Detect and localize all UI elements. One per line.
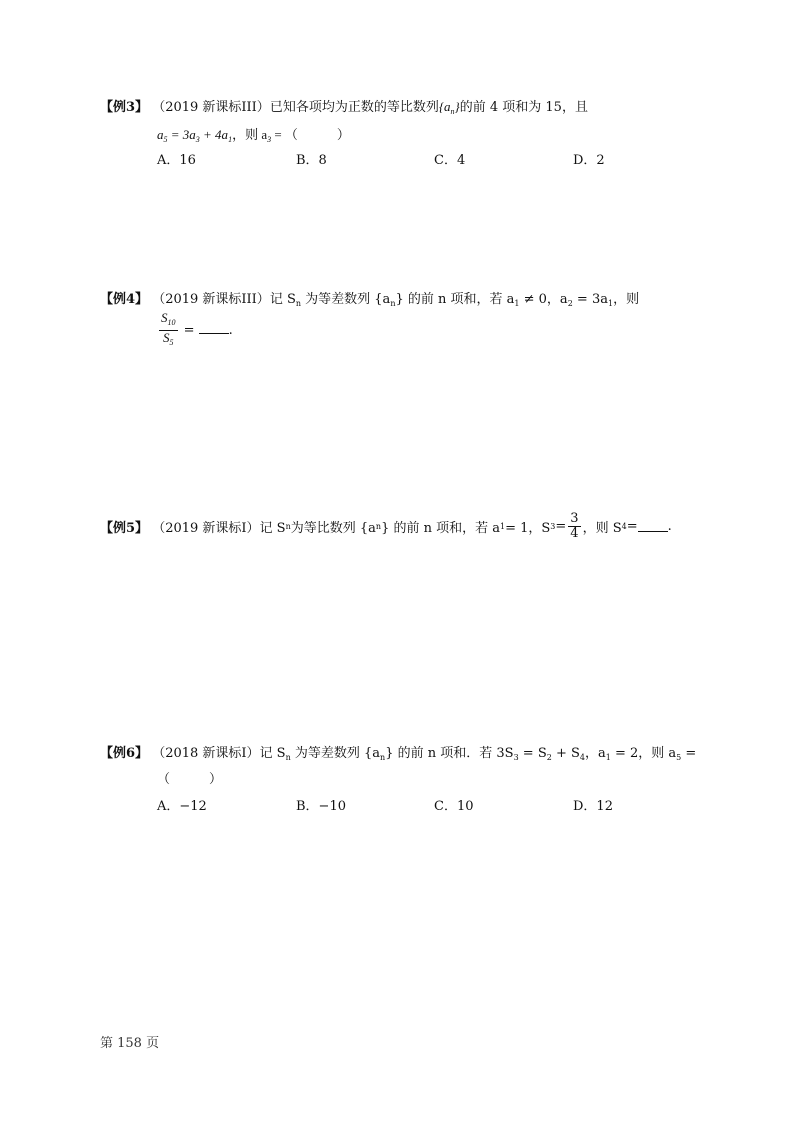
page-number: 第 158 页 <box>100 1036 160 1051</box>
example-3-option-c[interactable]: C．4 <box>434 153 466 168</box>
example-6-tag: 【例6】 <box>100 746 149 761</box>
example-3-line-2: $a_5 = 3a_3 + 4a_1$，则 $a_3$ = （ ） <box>157 127 350 144</box>
example-5-tag: 【例5】 <box>100 521 149 536</box>
example-3-source: （2019 新课标III） <box>152 100 270 115</box>
example-5-line-1: 【例5】 （2019 新课标I） 记 S n 为等比数列 {a n } 的前 n 项和，若 a 1 = 1，S 3 = $\frac{3}{4}$ ，则 S 4 = . <box>100 511 672 541</box>
example-6-source: （2018 新课标I） <box>152 746 260 761</box>
example-4-line-2: $\frac{S_{10}}{S_5}$ = . <box>157 311 233 350</box>
example-3-tag: 【例3】 <box>100 100 149 115</box>
example-4-tag: 【例4】 <box>100 292 149 307</box>
example-6-option-a[interactable]: A．−12 <box>157 799 207 814</box>
example-3-option-b[interactable]: B．8 <box>296 153 327 168</box>
example-4-line-1: 【例4】 （2019 新课标III）记 $S_n$ 为等差数列 $\{a_n\}$ 的前 n 项和，若 $a_1 \ne 0$，$a_2 = 3a_1$，则 <box>100 292 640 308</box>
example-3-seq: $\{a_n\}$ <box>438 99 460 116</box>
example-4-answer-blank[interactable] <box>199 323 229 334</box>
example-6-line-1: 【例6】 （2018 新课标I）记 $S_n$ 为等差数列 $\{a_n\}$ 的前 n 项和．若 $3S_3 = S_2 + S_4$，$a_1 = 2$，则 $a_5$ = <box>100 746 697 762</box>
example-6-answer-paren: （ ） <box>157 772 223 787</box>
example-4-source: （2019 新课标III） <box>152 292 270 307</box>
example-3-stem: 已知各项均为正数的等比数列 <box>269 100 439 115</box>
example-6-option-d[interactable]: D．12 <box>573 799 613 814</box>
example-3-option-d[interactable]: D．2 <box>573 153 605 168</box>
example-5-answer-blank[interactable] <box>638 521 668 532</box>
example-3-option-a[interactable]: A．16 <box>157 153 196 168</box>
example-6-option-b[interactable]: B．−10 <box>296 799 346 814</box>
example-5-source: （2019 新课标I） <box>152 521 260 536</box>
example-5-fraction: $\frac{3}{4}$ <box>570 511 579 541</box>
example-3-line-1 <box>100 96 588 116</box>
example-3-stem-b: 的前 4 项和为 15，且 <box>459 100 588 115</box>
example-4-fraction: $\frac{S_{10}}{S_5}$ <box>161 310 176 347</box>
example-6-option-c[interactable]: C．10 <box>434 799 474 814</box>
